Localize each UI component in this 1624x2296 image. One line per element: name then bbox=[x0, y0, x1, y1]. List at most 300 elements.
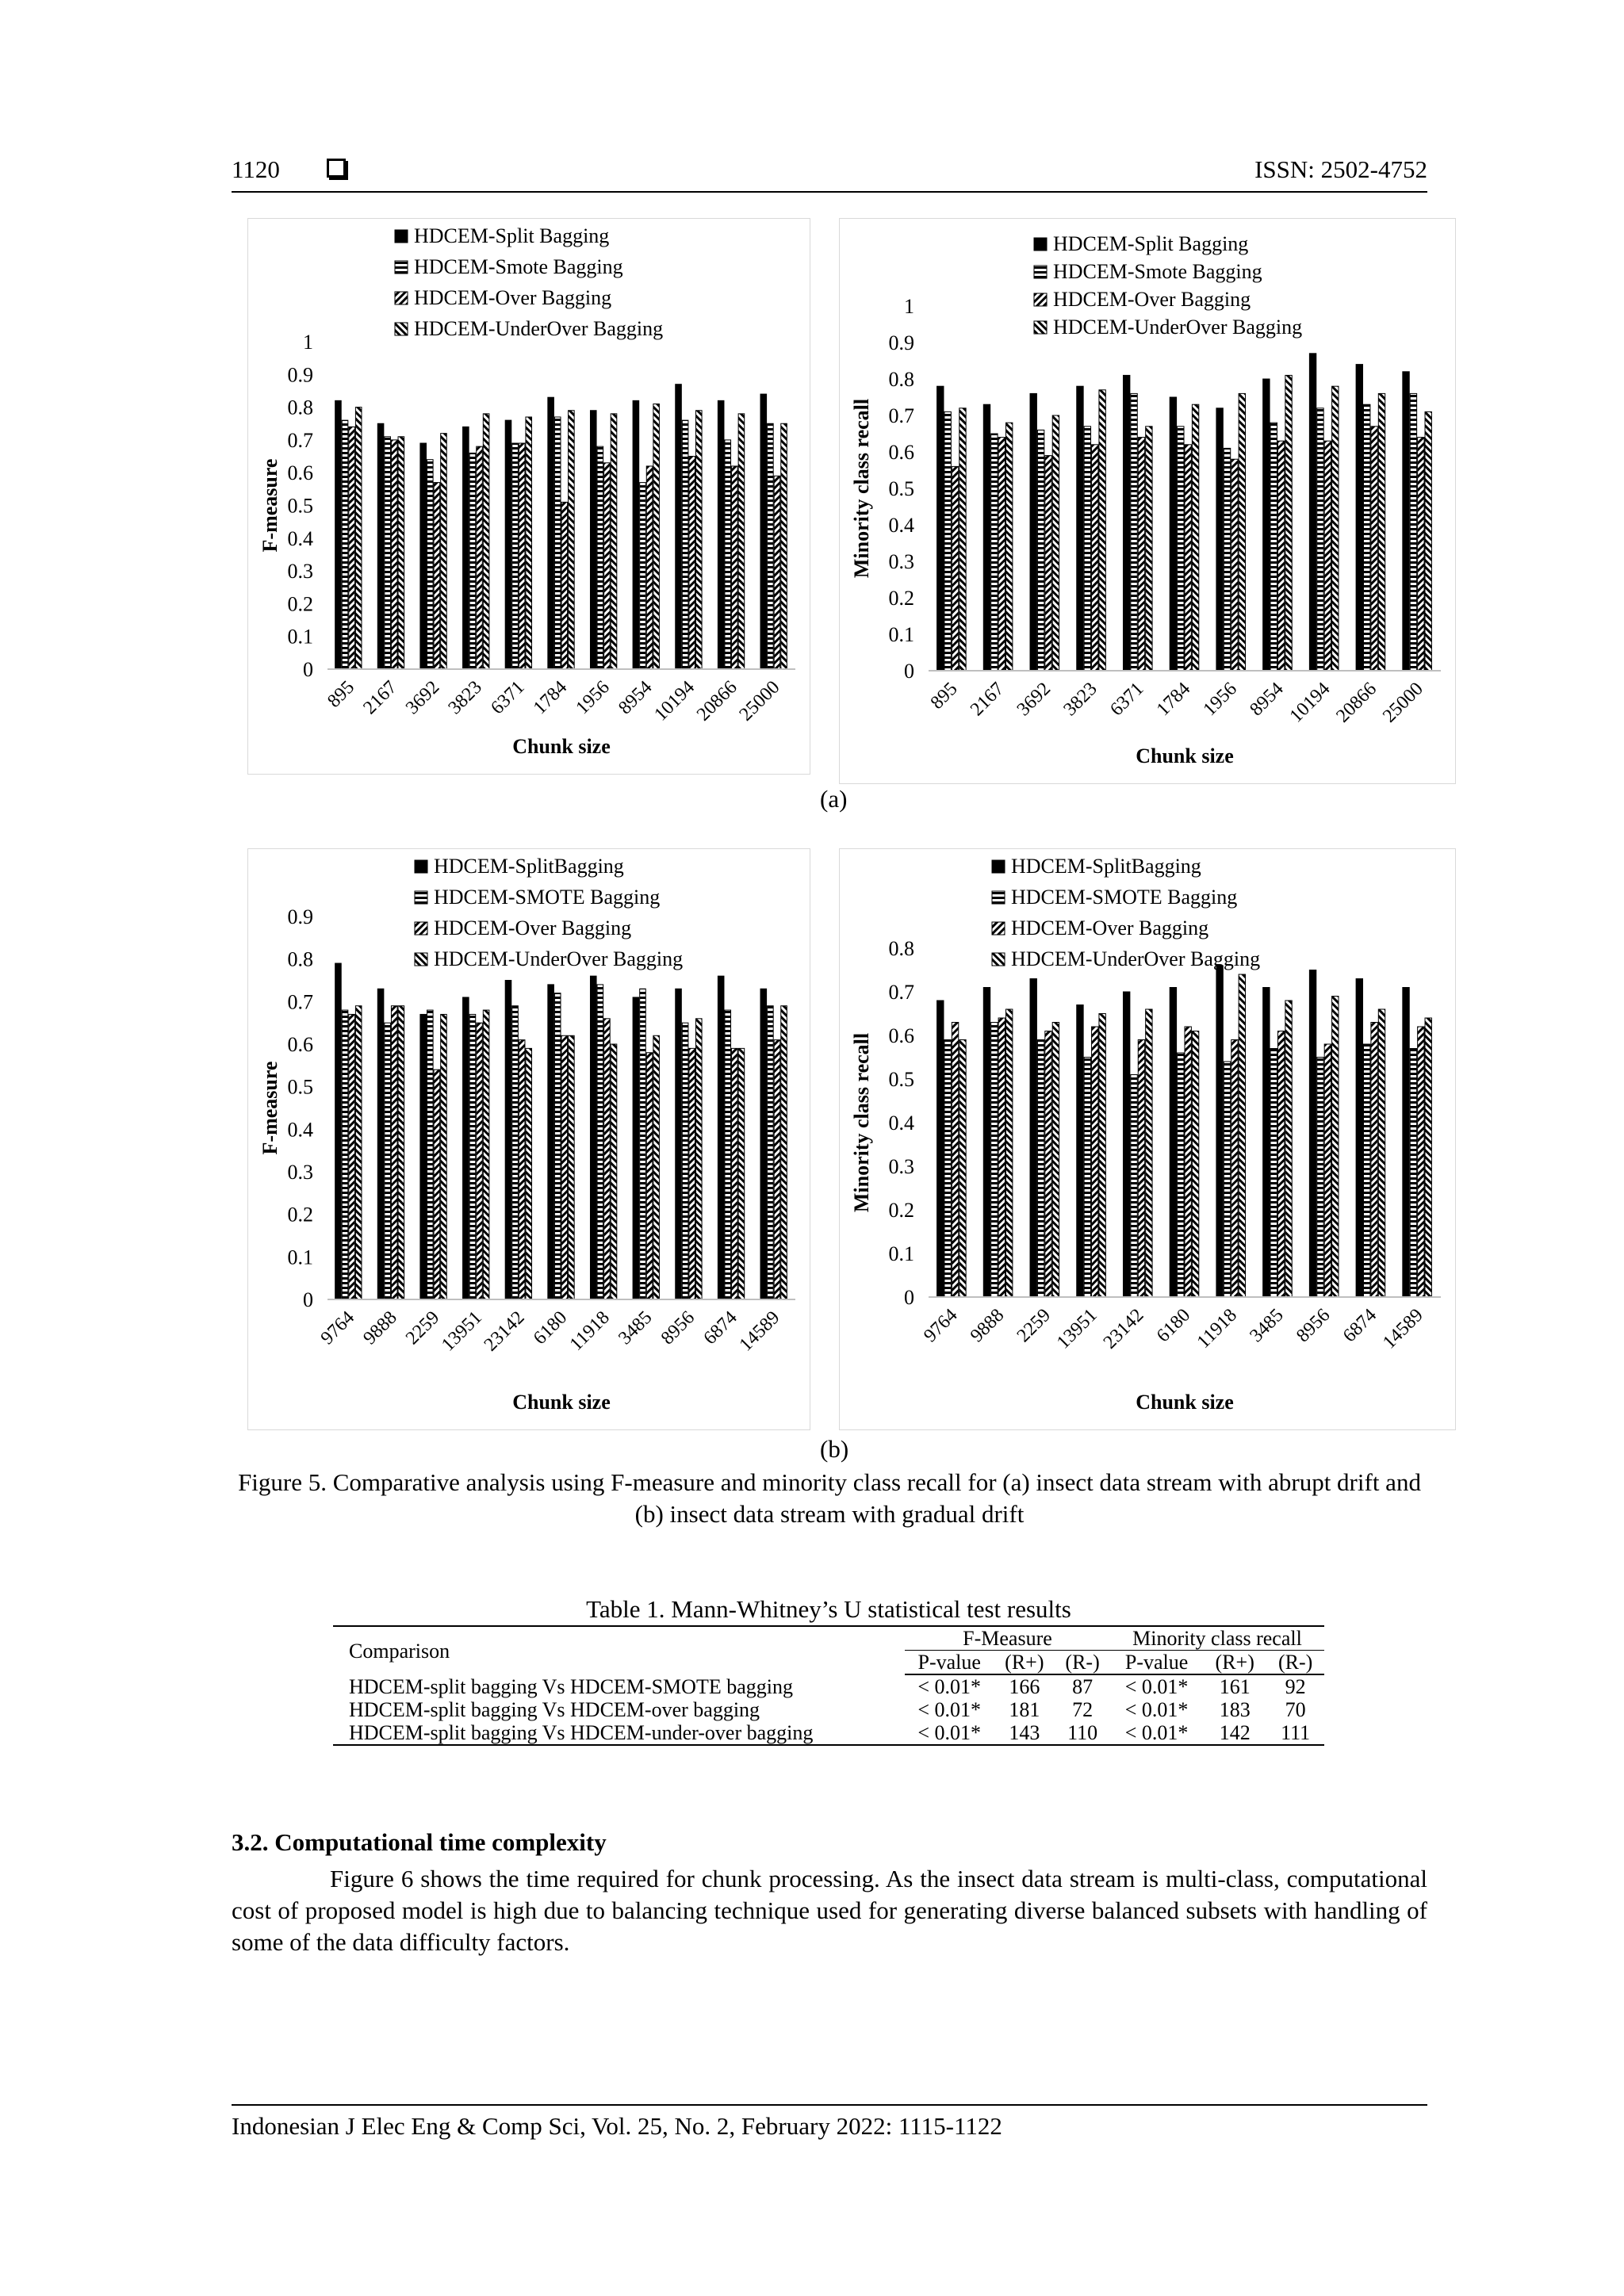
bar bbox=[1270, 423, 1277, 671]
x-axis-title: Chunk size bbox=[1136, 1391, 1234, 1414]
bar bbox=[1216, 408, 1223, 671]
comparison-header: Comparison bbox=[333, 1626, 905, 1674]
bar bbox=[1356, 979, 1362, 1298]
x-tick-label: 25000 bbox=[1379, 678, 1427, 727]
y-tick-label: 0.6 bbox=[287, 461, 313, 485]
bar bbox=[695, 411, 702, 669]
y-tick-label: 0.3 bbox=[888, 1155, 914, 1178]
x-tick-label: 3823 bbox=[444, 676, 486, 719]
bar bbox=[760, 394, 767, 669]
y-axis-title: Minority class recall bbox=[850, 398, 873, 579]
bar bbox=[377, 989, 384, 1299]
x-tick-label: 10194 bbox=[650, 676, 699, 725]
legend-label: HDCEM-Split Bagging bbox=[1053, 232, 1249, 255]
bar bbox=[1231, 459, 1238, 671]
x-axis-title: Chunk size bbox=[1136, 744, 1234, 767]
bar bbox=[1178, 427, 1184, 671]
bar bbox=[548, 397, 554, 669]
y-tick-label: 0.8 bbox=[888, 368, 914, 391]
y-tick-label: 0.5 bbox=[287, 1075, 313, 1099]
y-tick-label: 0.7 bbox=[287, 428, 313, 452]
legend-swatch bbox=[1034, 266, 1047, 278]
subheader: (R-) bbox=[1266, 1651, 1324, 1675]
bar bbox=[640, 989, 646, 1299]
table-cell: 72 bbox=[1072, 1698, 1094, 1721]
bar bbox=[335, 400, 342, 669]
bar bbox=[1131, 1075, 1137, 1298]
y-tick-label: 0.2 bbox=[287, 592, 313, 616]
bar bbox=[526, 1048, 532, 1299]
bar bbox=[738, 1048, 745, 1299]
footer-citation: Indonesian J Elec Eng & Comp Sci, Vol. 25, No. 2, February 2022: 1115-1122 bbox=[232, 2112, 1002, 2140]
table-cell: 92 bbox=[1285, 1675, 1306, 1698]
bar bbox=[738, 414, 745, 669]
bar bbox=[512, 1006, 519, 1299]
x-tick-label: 11918 bbox=[565, 1307, 614, 1356]
table-cell: 161 bbox=[1219, 1675, 1251, 1698]
x-tick-label: 6874 bbox=[1339, 1304, 1381, 1347]
bar bbox=[1332, 386, 1339, 671]
x-axis-title: Chunk size bbox=[512, 1391, 611, 1414]
x-tick-label: 2167 bbox=[967, 678, 1009, 721]
bar bbox=[377, 423, 384, 669]
y-tick-label: 0.2 bbox=[888, 587, 914, 610]
bar bbox=[1077, 386, 1083, 671]
y-tick-label: 0.2 bbox=[287, 1203, 313, 1226]
bar bbox=[1224, 1062, 1230, 1297]
bar bbox=[1371, 427, 1377, 671]
legend-label: HDCEM-Over Bagging bbox=[1053, 288, 1251, 311]
bar bbox=[646, 1053, 653, 1299]
bar bbox=[604, 463, 611, 669]
y-tick-label: 0 bbox=[303, 658, 313, 681]
bar bbox=[1052, 1023, 1059, 1298]
bar bbox=[342, 420, 348, 669]
bar bbox=[998, 438, 1005, 671]
x-tick-label: 9764 bbox=[316, 1307, 359, 1349]
legend-label: HDCEM-UnderOver Bagging bbox=[1011, 947, 1261, 970]
x-tick-label: 6371 bbox=[487, 676, 529, 719]
bar bbox=[561, 1035, 568, 1299]
table-cell: < 0.01* bbox=[905, 1721, 994, 1745]
bar bbox=[1364, 404, 1370, 671]
bar bbox=[1084, 1058, 1090, 1298]
bar bbox=[952, 1023, 958, 1298]
bar bbox=[640, 483, 646, 669]
x-tick-label: 895 bbox=[926, 678, 962, 714]
bar bbox=[1052, 415, 1059, 671]
bar bbox=[1317, 1058, 1323, 1298]
bar bbox=[1178, 1053, 1184, 1297]
chart-b-recall bbox=[839, 848, 1456, 1430]
bar bbox=[342, 1010, 348, 1299]
section-paragraph: Figure 6 shows the time required for chunk processing. As the insect data stream is multi-class, computational cost of proposed model is high due to balancing technique used for generating diverse balanced subsets with handling of some of the data difficulty factors. bbox=[232, 1865, 1427, 1956]
bar bbox=[676, 385, 682, 669]
bar bbox=[548, 985, 554, 1299]
bar bbox=[512, 443, 519, 669]
bar bbox=[689, 457, 695, 669]
table-cell: 142 bbox=[1203, 1721, 1266, 1745]
y-tick-label: 0.3 bbox=[287, 1161, 313, 1184]
bar bbox=[676, 989, 682, 1299]
y-tick-label: 1 bbox=[904, 295, 914, 318]
bar bbox=[1324, 441, 1331, 671]
bar bbox=[391, 440, 397, 669]
bar bbox=[349, 1014, 355, 1299]
comparison-cell: HDCEM-split bagging Vs HDCEM-under-over bagging bbox=[333, 1721, 905, 1745]
bar bbox=[1263, 988, 1270, 1298]
table-cell: 87 bbox=[1072, 1675, 1094, 1698]
y-tick-label: 0.3 bbox=[888, 550, 914, 573]
y-tick-label: 0.5 bbox=[888, 1068, 914, 1091]
bar bbox=[569, 411, 575, 669]
table-row bbox=[333, 1721, 1324, 1745]
bar bbox=[718, 400, 724, 669]
bar bbox=[355, 408, 362, 669]
square-bullet-icon bbox=[327, 159, 346, 178]
x-tick-label: 6371 bbox=[1106, 678, 1148, 721]
bar bbox=[385, 437, 391, 669]
y-tick-label: 0.6 bbox=[287, 1033, 313, 1056]
x-tick-label: 20866 bbox=[692, 676, 741, 725]
bar bbox=[1192, 1031, 1198, 1298]
bar bbox=[611, 414, 617, 669]
bar bbox=[483, 414, 489, 669]
bar bbox=[1239, 974, 1245, 1297]
bar bbox=[554, 417, 561, 669]
y-tick-label: 0.7 bbox=[287, 990, 313, 1014]
legend-label: HDCEM-Over Bagging bbox=[434, 916, 632, 939]
chart-a-fmeasure bbox=[247, 218, 810, 775]
bar bbox=[554, 993, 561, 1299]
y-tick-label: 0 bbox=[303, 1288, 313, 1311]
results-table bbox=[333, 1625, 1324, 1746]
bar bbox=[937, 386, 944, 671]
bar bbox=[781, 423, 787, 669]
y-tick-label: 0.6 bbox=[888, 441, 914, 464]
legend-swatch bbox=[415, 953, 427, 966]
bar bbox=[1425, 411, 1431, 671]
bar bbox=[768, 1006, 774, 1299]
bar bbox=[725, 1010, 731, 1299]
y-tick-label: 0 bbox=[904, 660, 914, 683]
x-tick-label: 14589 bbox=[1379, 1304, 1427, 1353]
y-tick-label: 0.2 bbox=[888, 1199, 914, 1222]
y-tick-label: 0.3 bbox=[287, 560, 313, 584]
table-cell: < 0.01* bbox=[1124, 1675, 1189, 1698]
legend-label: HDCEM-SMOTE Bagging bbox=[1011, 886, 1238, 909]
comparison-cell: HDCEM-split bagging Vs HDCEM-over bagging bbox=[349, 1698, 760, 1721]
y-tick-label: 0.9 bbox=[888, 331, 914, 354]
bar bbox=[1277, 1031, 1284, 1298]
bar bbox=[653, 1035, 660, 1299]
x-tick-label: 13951 bbox=[1052, 1304, 1101, 1353]
bar bbox=[1277, 441, 1284, 671]
bar bbox=[959, 408, 966, 671]
legend-label: HDCEM-SMOTE Bagging bbox=[434, 886, 661, 909]
comparison-cell: HDCEM-split bagging Vs HDCEM-SMOTE bagging bbox=[349, 1674, 793, 1698]
bar bbox=[1092, 445, 1098, 671]
bar bbox=[434, 483, 440, 669]
bar bbox=[959, 1040, 966, 1298]
subheader: (R+) bbox=[994, 1651, 1055, 1675]
bar bbox=[991, 1023, 998, 1298]
bar bbox=[768, 423, 774, 669]
table-cell: 143 bbox=[994, 1721, 1055, 1745]
footer-rule bbox=[232, 2104, 1427, 2106]
table-cell: 166 bbox=[1009, 1675, 1040, 1698]
bar bbox=[427, 1010, 434, 1299]
legend-swatch bbox=[415, 860, 427, 873]
x-tick-label: 13951 bbox=[438, 1307, 486, 1356]
y-tick-label: 0.4 bbox=[287, 526, 313, 550]
bar bbox=[611, 1044, 617, 1299]
legend-label: HDCEM-UnderOver Bagging bbox=[1053, 316, 1303, 339]
section-heading: 3.2. Computational time complexity bbox=[232, 1828, 607, 1856]
bar bbox=[463, 997, 469, 1299]
bar bbox=[682, 420, 688, 669]
bar bbox=[1170, 988, 1176, 1298]
y-tick-label: 0 bbox=[904, 1286, 914, 1309]
x-tick-label: 3485 bbox=[615, 1307, 657, 1349]
chart-b-fmeasure bbox=[247, 848, 810, 1430]
bar bbox=[420, 1014, 427, 1299]
bar bbox=[335, 963, 342, 1299]
bar bbox=[653, 404, 660, 669]
legend-swatch bbox=[1034, 293, 1047, 306]
bar bbox=[1192, 404, 1198, 671]
bar bbox=[1364, 1044, 1370, 1297]
bar bbox=[695, 1019, 702, 1299]
x-tick-label: 11918 bbox=[1193, 1304, 1241, 1353]
bar bbox=[1138, 438, 1144, 671]
y-tick-label: 0.8 bbox=[287, 396, 313, 419]
bar bbox=[1099, 1014, 1105, 1298]
bar bbox=[1425, 1018, 1431, 1297]
x-tick-label: 3485 bbox=[1246, 1304, 1288, 1347]
x-tick-label: 1784 bbox=[1152, 678, 1195, 721]
bar bbox=[1263, 379, 1270, 671]
header-rule bbox=[232, 191, 1427, 193]
legend-swatch bbox=[415, 891, 427, 904]
bar bbox=[505, 420, 511, 669]
bar bbox=[781, 1006, 787, 1299]
x-tick-label: 895 bbox=[324, 676, 359, 712]
x-tick-label: 23142 bbox=[1099, 1304, 1148, 1353]
bar bbox=[760, 989, 767, 1299]
bar bbox=[983, 404, 990, 671]
legend-label: HDCEM-Smote Bagging bbox=[414, 255, 623, 278]
legend-swatch bbox=[395, 323, 408, 335]
figure-label-a: (a) bbox=[820, 785, 848, 813]
bar bbox=[633, 997, 639, 1299]
y-axis-title: Minority class recall bbox=[850, 1032, 873, 1213]
x-tick-label: 6874 bbox=[699, 1307, 741, 1349]
bar bbox=[1170, 397, 1176, 671]
legend-label: HDCEM-Smote Bagging bbox=[1053, 260, 1262, 283]
bar bbox=[1216, 966, 1223, 1297]
table-cell: < 0.01* bbox=[1124, 1698, 1189, 1721]
y-tick-label: 0.1 bbox=[888, 1242, 914, 1265]
x-tick-label: 1956 bbox=[1199, 678, 1241, 721]
bar bbox=[1403, 988, 1409, 1298]
fmeasure-group-header: F-Measure bbox=[905, 1626, 1110, 1651]
bar bbox=[597, 985, 603, 1299]
bar bbox=[1045, 1031, 1051, 1298]
bar bbox=[646, 466, 653, 669]
bar bbox=[483, 1010, 489, 1299]
bar bbox=[1356, 365, 1362, 671]
bar bbox=[398, 437, 404, 669]
subheader: (R-) bbox=[1055, 1651, 1110, 1675]
legend-label: HDCEM-UnderOver Bagging bbox=[414, 317, 664, 340]
x-tick-label: 8956 bbox=[657, 1307, 699, 1349]
y-tick-label: 0.4 bbox=[888, 514, 914, 537]
bar bbox=[590, 976, 596, 1299]
bar bbox=[1378, 1009, 1385, 1297]
bar bbox=[774, 476, 780, 669]
legend-swatch bbox=[1034, 238, 1047, 251]
bar bbox=[1324, 1044, 1331, 1297]
bar bbox=[569, 1035, 575, 1299]
bar bbox=[1317, 408, 1323, 671]
x-tick-label: 2259 bbox=[1013, 1304, 1055, 1347]
table-title: Table 1. Mann-Whitney’s U statistical test results bbox=[586, 1595, 1071, 1623]
x-tick-label: 8954 bbox=[1246, 678, 1288, 721]
table-cell: < 0.01* bbox=[1110, 1721, 1203, 1745]
y-tick-label: 1 bbox=[303, 331, 313, 354]
y-tick-label: 0.7 bbox=[888, 404, 914, 427]
bar bbox=[991, 434, 998, 671]
bar bbox=[732, 466, 738, 669]
bar bbox=[1224, 448, 1230, 671]
bar bbox=[398, 1006, 404, 1299]
bar bbox=[1285, 1001, 1292, 1297]
bar bbox=[983, 988, 990, 1298]
bar bbox=[937, 1001, 944, 1297]
bar bbox=[1123, 992, 1129, 1297]
y-tick-label: 0.8 bbox=[287, 947, 313, 971]
x-tick-label: 1956 bbox=[572, 676, 614, 719]
table-cell: < 0.01* bbox=[917, 1698, 982, 1721]
bar bbox=[1138, 1040, 1144, 1298]
figure-label-b: (b) bbox=[820, 1435, 849, 1463]
bar bbox=[526, 417, 532, 669]
bar bbox=[1005, 1009, 1012, 1297]
bar bbox=[633, 400, 639, 669]
table-cell: < 0.01* bbox=[917, 1675, 982, 1698]
bar bbox=[1309, 970, 1316, 1298]
bar bbox=[725, 440, 731, 669]
bar bbox=[1231, 1040, 1238, 1298]
bar bbox=[1092, 1027, 1098, 1297]
legend-swatch bbox=[992, 953, 1005, 966]
x-tick-label: 8956 bbox=[1293, 1304, 1335, 1347]
y-tick-label: 0.5 bbox=[287, 494, 313, 518]
bar bbox=[774, 1040, 780, 1299]
table-cell: 183 bbox=[1219, 1698, 1251, 1721]
bar bbox=[477, 446, 483, 669]
x-tick-label: 3692 bbox=[1013, 678, 1055, 721]
y-tick-label: 0.9 bbox=[287, 905, 313, 928]
legend-swatch bbox=[992, 922, 1005, 935]
bar bbox=[385, 1023, 391, 1299]
bar bbox=[1131, 393, 1137, 671]
x-tick-label: 14589 bbox=[735, 1307, 784, 1356]
legend-swatch bbox=[395, 292, 408, 304]
x-tick-label: 3823 bbox=[1059, 678, 1101, 721]
legend-label: HDCEM-SplitBagging bbox=[434, 855, 624, 878]
y-tick-label: 0.4 bbox=[287, 1118, 313, 1142]
legend-label: HDCEM-Over Bagging bbox=[414, 286, 612, 309]
bar bbox=[1037, 1040, 1044, 1298]
legend-swatch bbox=[395, 261, 408, 274]
bar bbox=[1418, 1027, 1424, 1297]
bar bbox=[1332, 997, 1339, 1298]
y-tick-label: 0.1 bbox=[888, 623, 914, 646]
legend-swatch bbox=[992, 891, 1005, 904]
bar bbox=[477, 1023, 483, 1299]
x-tick-label: 6180 bbox=[529, 1307, 572, 1349]
y-tick-label: 0.7 bbox=[888, 981, 914, 1004]
bar bbox=[1005, 423, 1012, 671]
bar bbox=[1037, 430, 1044, 671]
subheader: (R+) bbox=[1203, 1651, 1266, 1675]
legend-swatch bbox=[395, 230, 408, 243]
bar bbox=[420, 443, 427, 669]
bar bbox=[561, 502, 568, 669]
bar bbox=[1410, 393, 1416, 671]
y-axis-title: F-measure bbox=[259, 458, 282, 553]
page-number: 1120 bbox=[232, 155, 280, 183]
legend-label: HDCEM-SplitBagging bbox=[1011, 855, 1201, 878]
y-tick-label: 0.6 bbox=[888, 1024, 914, 1047]
bar bbox=[1146, 427, 1152, 671]
x-tick-label: 3692 bbox=[402, 676, 444, 719]
bar bbox=[1084, 427, 1090, 671]
bar bbox=[441, 1014, 447, 1299]
x-tick-label: 25000 bbox=[735, 676, 784, 725]
bar bbox=[597, 446, 603, 669]
bar bbox=[1371, 1023, 1377, 1298]
x-tick-label: 9764 bbox=[920, 1304, 962, 1347]
table-row bbox=[333, 1698, 1324, 1721]
y-tick-label: 0.4 bbox=[888, 1112, 914, 1135]
bar bbox=[944, 411, 951, 671]
bar bbox=[427, 460, 434, 669]
figure-caption: Figure 5. Comparative analysis using F-measure and minority class recall for (a) insect data stream with abrupt drift and (b) insect data stream with gradual drift bbox=[238, 1468, 1421, 1528]
bar bbox=[469, 1014, 476, 1299]
x-tick-label: 9888 bbox=[967, 1304, 1009, 1347]
table-cell: 70 bbox=[1285, 1698, 1306, 1721]
chart-a-recall bbox=[839, 218, 1456, 784]
bar bbox=[505, 981, 511, 1300]
bar bbox=[441, 434, 447, 669]
x-tick-label: 9888 bbox=[359, 1307, 401, 1349]
table-row bbox=[333, 1674, 1324, 1698]
y-tick-label: 0.5 bbox=[888, 477, 914, 500]
bar bbox=[732, 1048, 738, 1299]
bar bbox=[590, 411, 596, 669]
bar bbox=[998, 1018, 1005, 1297]
bar bbox=[1123, 375, 1129, 671]
bar bbox=[1270, 1049, 1277, 1298]
legend-swatch bbox=[992, 860, 1005, 873]
bar bbox=[1077, 1005, 1083, 1298]
subheader: P-value bbox=[1110, 1651, 1203, 1675]
bar bbox=[469, 453, 476, 669]
table-cell: 111 bbox=[1266, 1721, 1324, 1745]
